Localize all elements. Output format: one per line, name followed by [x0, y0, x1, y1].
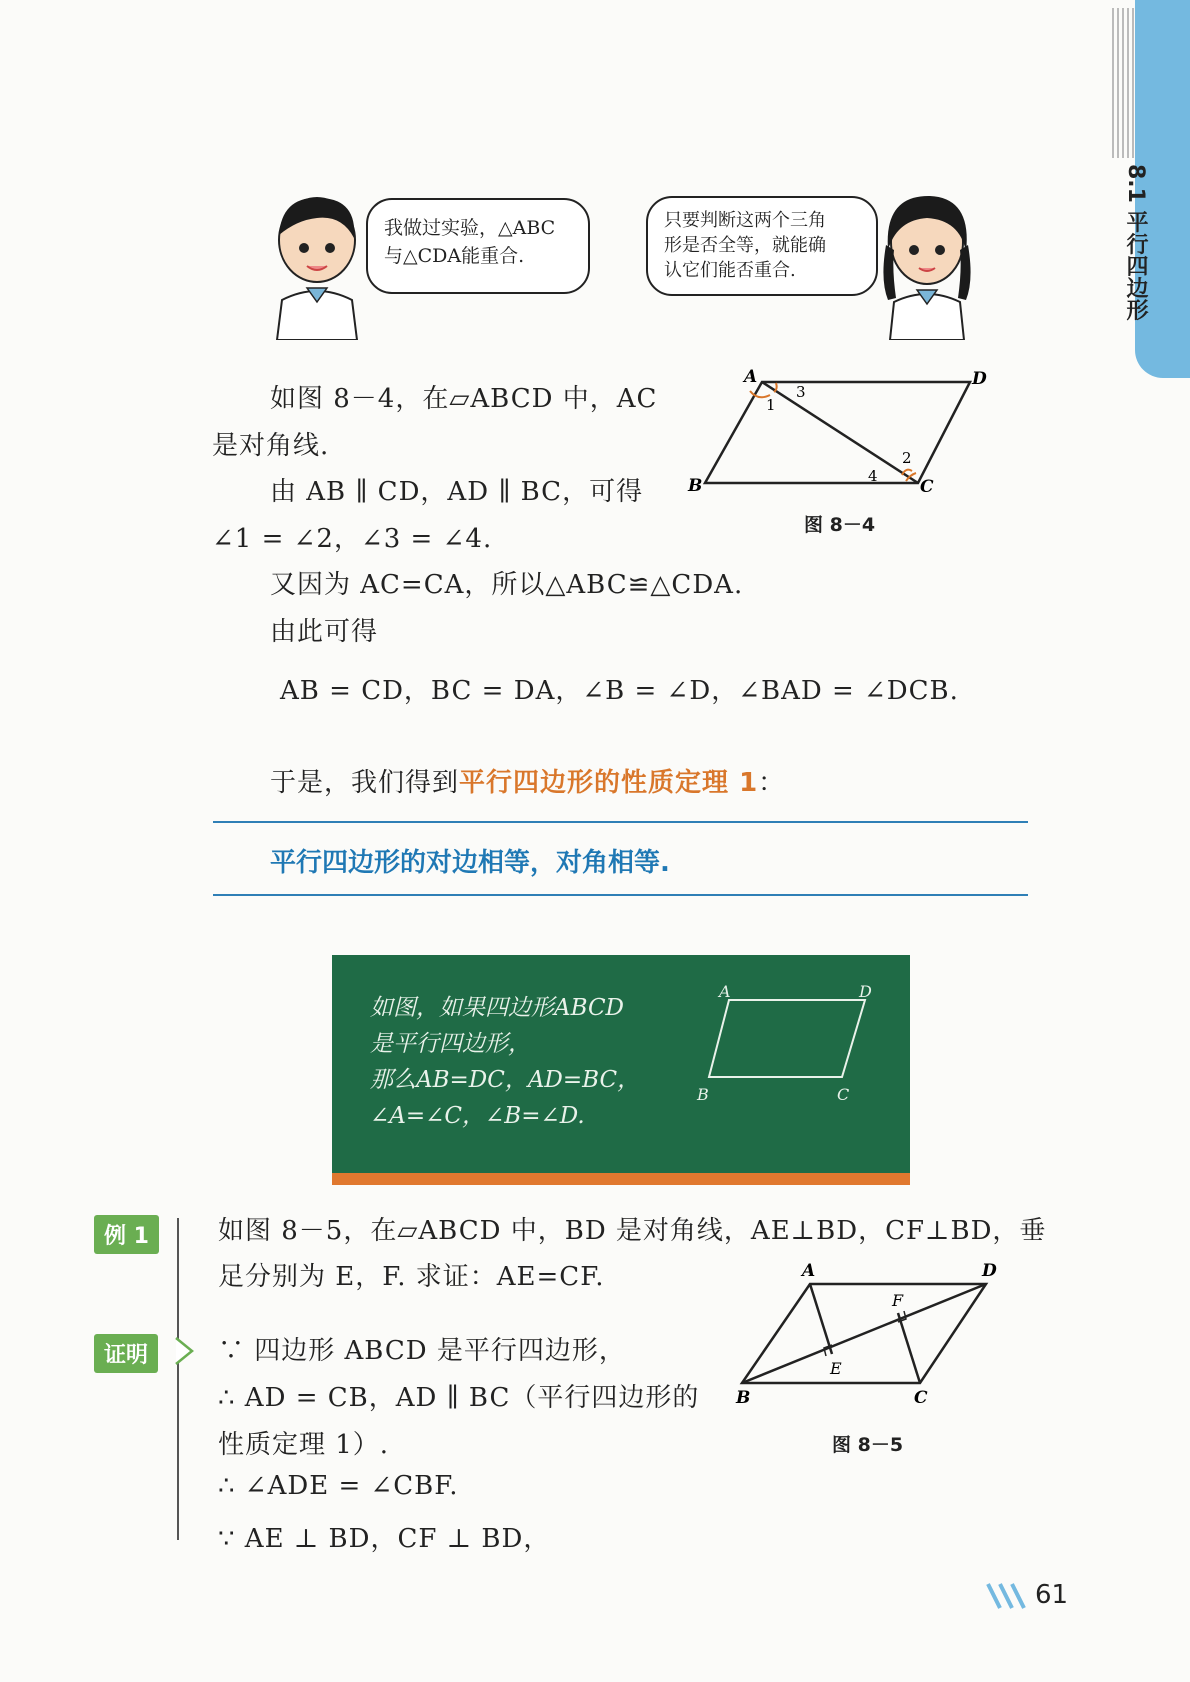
text-line: 是对角线. — [212, 431, 330, 461]
theorem-statement: 平行四边形的对边相等，对角相等. — [270, 848, 670, 878]
proof-line: ∵ AE ⊥ BD，CF ⊥ BD， — [218, 1524, 551, 1554]
angle-label: 1 — [766, 396, 776, 414]
theorem-bottom-rule — [213, 894, 1028, 896]
proof-line: ∵ 四边形 ABCD 是平行四边形， — [218, 1336, 626, 1366]
bubble-line: 我做过实验，△ABC — [384, 217, 556, 239]
figure-label: A — [744, 367, 758, 387]
figure-label: C — [914, 1388, 928, 1408]
example-tag: 例 1 — [94, 1215, 159, 1254]
theorem-name: 平行四边形的性质定理 1 — [459, 768, 759, 798]
figure-label: A — [802, 1261, 816, 1281]
page-number: 61 — [1035, 1580, 1069, 1610]
board-label: D — [859, 985, 872, 1001]
bubble-line: 只要判断这两个三角 — [664, 210, 826, 231]
intro-text: 于是，我们得到 — [270, 768, 460, 798]
margin-rule — [177, 1218, 179, 1540]
figure-label: B — [736, 1388, 751, 1408]
page-number-slash-icon — [984, 1582, 1032, 1610]
text-line: 由 AB ∥ CD，AD ∥ BC，可得 — [270, 477, 644, 507]
proof-line: 性质定理 1）. — [218, 1430, 390, 1460]
board-line: 那么AB=DC，AD=BC， — [370, 1067, 641, 1093]
proof-line: ∴ ∠ADE = ∠CBF. — [218, 1471, 459, 1501]
theorem-intro — [270, 762, 785, 799]
proof-line: ∴ AD = CB，AD ∥ BC（平行四边形的 — [218, 1383, 700, 1413]
figure-8-5 — [728, 1258, 1008, 1408]
equation-line: AB = CD，BC = DA，∠B = ∠D，∠BAD = ∠DCB. — [280, 676, 959, 706]
girl-speech-bubble — [646, 196, 878, 296]
text-line: 如图 8－4，在▱ABCD 中，AC — [270, 384, 658, 414]
figure-label: C — [920, 477, 934, 497]
proof-arrow-icon — [172, 1336, 196, 1366]
figure-caption: 图 8－4 — [804, 514, 876, 536]
girl-illustration — [872, 190, 982, 340]
board-label: A — [719, 985, 731, 1001]
proof-tag: 证明 — [94, 1334, 158, 1373]
text-line: 又因为 AC=CA，所以△ABC≌△CDA. — [270, 570, 744, 600]
figure-label: F — [892, 1291, 904, 1310]
intro-colon: ： — [758, 768, 786, 798]
section-title: 8.1 平行四边形 — [1123, 164, 1148, 321]
figure-caption: 图 8－5 — [832, 1434, 904, 1456]
example-line: 如图 8－5，在▱ABCD 中，BD 是对角线，AE⊥BD，CF⊥BD，垂 — [218, 1216, 1047, 1246]
angle-label: 4 — [868, 467, 878, 485]
blackboard — [332, 955, 910, 1185]
boy-speech-bubble — [366, 198, 590, 294]
board-line: 是平行四边形， — [370, 1031, 531, 1057]
figure-label: D — [982, 1261, 997, 1281]
figure-8-4 — [680, 365, 1000, 505]
figure-label: B — [688, 476, 703, 496]
example-line: 足分别为 E，F. 求证：AE=CF. — [218, 1262, 605, 1292]
figure-label: D — [972, 369, 987, 389]
board-label: B — [697, 1085, 709, 1104]
board-label: C — [837, 1085, 850, 1104]
figure-label: E — [830, 1359, 842, 1378]
text-line: ∠1 = ∠2，∠3 = ∠4. — [212, 524, 493, 554]
text-line: 由此可得 — [270, 617, 379, 647]
board-parallelogram — [687, 985, 887, 1105]
angle-label: 3 — [796, 383, 806, 401]
board-line: 如图，如果四边形ABCD — [370, 995, 624, 1021]
board-line: ∠A=∠C，∠B=∠D. — [370, 1103, 585, 1129]
theorem-top-rule — [213, 821, 1028, 823]
angle-label: 2 — [902, 449, 912, 467]
bubble-line: 形是否全等，就能确 — [664, 235, 826, 256]
boy-illustration — [262, 190, 372, 340]
bubble-line: 与△CDA能重合. — [384, 245, 525, 267]
bubble-line: 认它们能否重合. — [664, 260, 796, 281]
